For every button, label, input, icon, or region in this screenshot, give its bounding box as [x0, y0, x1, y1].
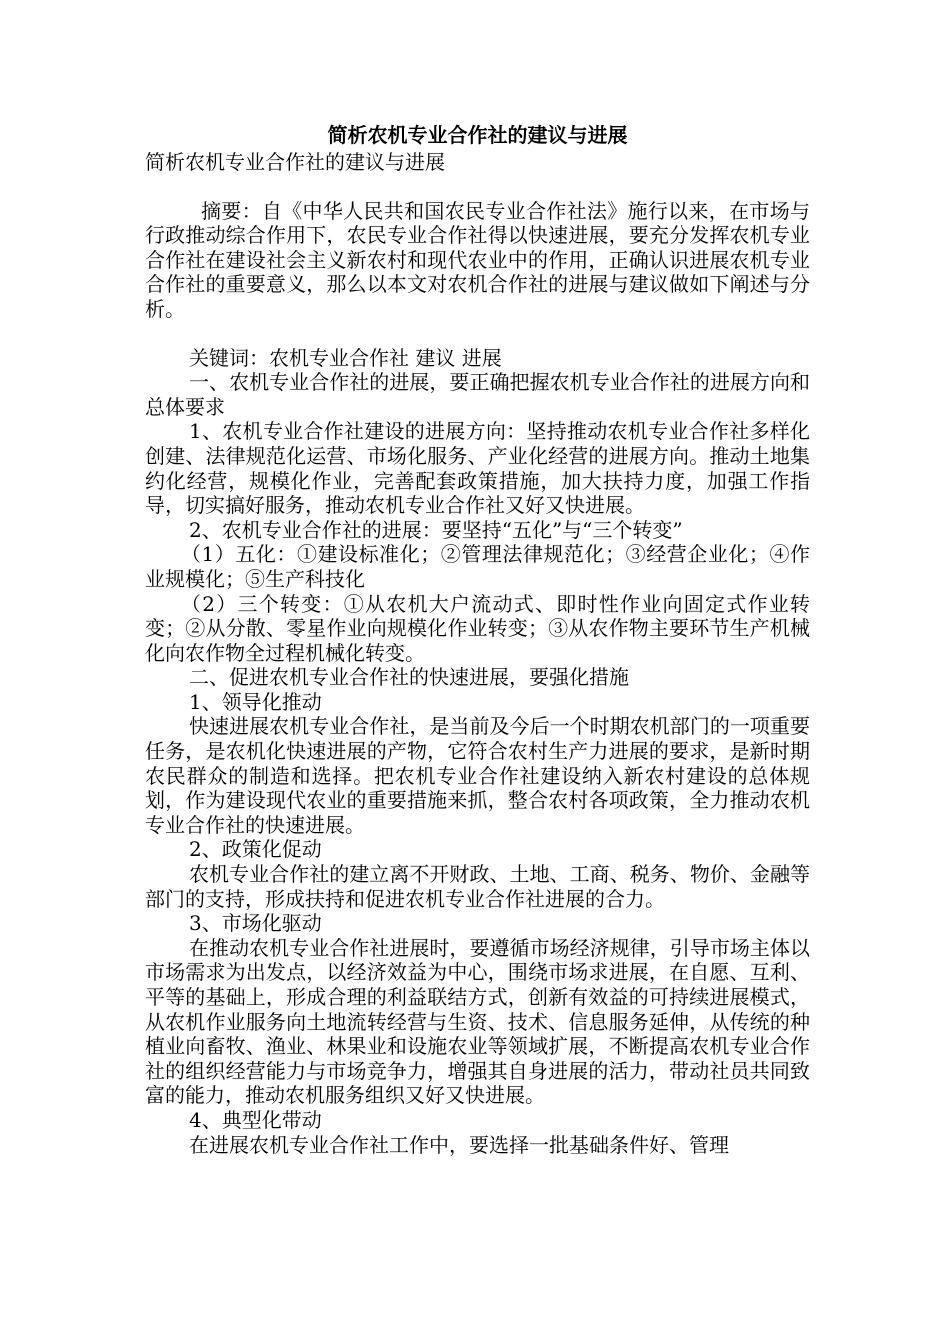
blank-line: [145, 175, 810, 199]
document-title: 简析农机专业合作社的建议与进展: [327, 123, 628, 147]
section1-item2-sub2: （2）三个转变：①从农机大户流动式、即时性作业向固定式作业转变；②从分散、零星作业向规模化作业转变；③从农作物主要环节生产机械化向农作物全过程机械化转变。: [145, 591, 810, 665]
abstract-paragraph: 摘要：自《中华人民共和国农民专业合作社法》施行以来，在市场与行政推动综合作用下，农民专业合作社得以快速进展，要充分发挥农机专业合作社在建设社会主义新农村和现代农业中的作用，正确认识进展农机专业合作社的重要意义，那么以本文对农机合作社的进展与建议做如下阐述与分析。: [145, 198, 810, 321]
section2-item1-body: 快速进展农机专业合作社，是当前及今后一个时期农机部门的一项重要任务，是农机化快速进展的产物，它符合农村生产力进展的要求，是新时期农民群众的制造和选择。把农机专业合作社建设纳入新农村建设的总体规划，作为建设现代农业的重要措施来抓，整合农村各项政策，全力推动农机专业合作社的快速进展。: [145, 714, 810, 837]
section2-item3-body: 在推动农机专业合作社进展时，要遵循市场经济规律，引导市场主体以市场需求为出发点，以经济效益为中心，围绕市场求进展，在自愿、互利、平等的基础上，形成合理的利益联结方式，创新有效益的可持续进展模式，从农机作业服务向土地流转经营与生资、技术、信息服务延伸，从传统的种植业向畜牧、渔业、林果业和设施农业等领域扩展，不断提高农机专业合作社的组织经营能力与市场竞争力，增强其自身进展的活力，带动社员共同致富的能力，推动农机服务组织又好又快进展。: [145, 935, 810, 1108]
document-subtitle: 简析农机专业合作社的建议与进展: [145, 150, 445, 174]
section2-item2-heading: 2、政策化促动: [189, 837, 322, 862]
section1-item2-sub1: （1）五化：①建设标准化；②管理法律规范化；③经营企业化；④作业规模化；⑤生产科技化: [145, 542, 810, 591]
section2-heading: 二、促进农机专业合作社的快速进展，要强化措施: [189, 665, 629, 690]
blank-line: [145, 322, 810, 346]
section2-item4-body: 在进展农机专业合作社工作中，要选择一批基础条件好、管理: [189, 1132, 729, 1157]
section2-item3-heading: 3、市场化驱动: [189, 911, 322, 936]
section1-item2: 2、农机专业合作社的进展：要坚持“五化”与“三个转变”: [189, 517, 683, 542]
section2-item2-body: 农机专业合作社的建立离不开财政、土地、工商、税务、物价、金融等部门的支持，形成扶持和促进农机专业合作社进展的合力。: [145, 862, 810, 911]
document-page: [145, 120, 810, 1157]
keywords-line: 关键词：农机专业合作社 建议 进展: [189, 345, 502, 370]
section1-heading: 一、农机专业合作社的进展，要正确把握农机专业合作社的进展方向和总体要求: [145, 370, 810, 419]
section2-item1-heading: 1、领导化推动: [189, 689, 322, 714]
section2-item4-heading: 4、典型化带动: [189, 1107, 322, 1132]
section1-item1: 1、农机专业合作社建设的进展方向：坚持推动农机专业合作社多样化创建、法律规范化运营、市场化服务、产业化经营的进展方向。推动土地集约化经营，规模化作业，完善配套政策措施，加大扶持力度，加强工作指导，切实搞好服务，推动农机专业合作社又好又快进展。: [145, 419, 810, 518]
